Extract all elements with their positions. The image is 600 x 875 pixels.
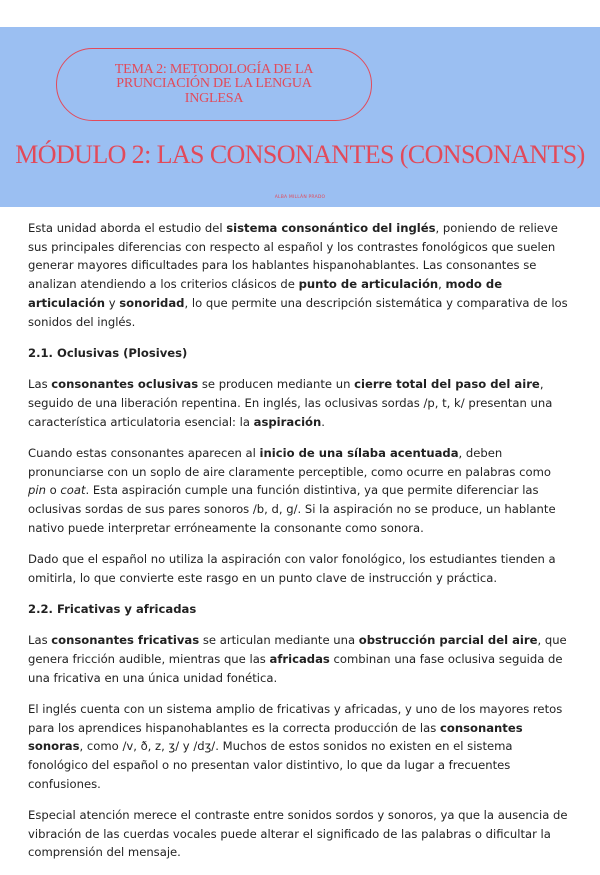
module-title: MÓDULO 2: LAS CONSONANTES (CONSONANTS): [15, 140, 585, 169]
header-banner: [0, 27, 600, 207]
document-body: [28, 219, 568, 875]
fricatives-paragraph-1: Las consonantes fricativas se articulan mediante una obstrucción parcial del aire, que genera fricción audible, mientras que las africadas combinan una fase oclusiva seguida de una fricativa en una única unidad fonética.: [28, 633, 567, 685]
topic-label: TEMA 2: METODOLOGÍA DE LA PRUNCIACIÓN DE LA LENGUA INGLESA: [114, 61, 314, 106]
section-heading-fricatives: 2.2. Fricativas y africadas: [28, 601, 197, 616]
plosives-paragraph-3: Dado que el español no utiliza la aspiración con valor fonológico, los estudiantes tienden a omitirla, lo que convierte este rasgo en un punto clave de instrucción y práctica.: [28, 551, 556, 585]
topic-label-box: [56, 48, 372, 121]
intro-paragraph: Esta unidad aborda el estudio del sistema consonántico del inglés, poniendo de relieve sus principales diferencias con respecto al español y los contrastes fonológicos que suelen generar mayores dificultades para los hablantes hispanohablantes. Las consonantes se analizan atendiendo a los criterios clásicos de punto de articulación, modo de articulación y sonoridad, lo que permite una descripción sistemática y comparativa de los sonidos del inglés.: [28, 221, 568, 329]
fricatives-paragraph-3: Especial atención merece el contraste entre sonidos sordos y sonoros, ya que la ausencia de vibración de las cuerdas vocales puede alterar el significado de las palabras o dificultar la comprensión del mensaje.: [28, 808, 568, 860]
author-name: ALBA MILLÁN PRADO: [274, 195, 326, 200]
plosives-paragraph-2: Cuando estas consonantes aparecen al inicio de una sílaba acentuada, deben pronunciarse con un soplo de aire claramente perceptible, como ocurre en palabras como pin o coat. Esta aspiración cumple una función distintiva, ya que permite diferenciar las oclusivas sordas de sus pares sonoros /b, d, g/. Si la aspiración no se produce, un hablante nativo puede interpretar erróneamente la consonante como sonora.: [28, 445, 556, 535]
plosives-paragraph-1: Las consonantes oclusivas se producen mediante un cierre total del paso del aire, seguido de una liberación repentina. En inglés, las oclusivas sordas /p, t, k/ presentan una característica articulatoria esencial: la aspiración.: [28, 377, 553, 429]
section-heading-plosives: 2.1. Oclusivas (Plosives): [28, 345, 188, 360]
fricatives-paragraph-2: El inglés cuenta con un sistema amplio de fricativas y africadas, y uno de los mayores retos para los aprendices hispanohablantes es la correcta producción de las consonantes sonoras, como /v, ð, z, ʒ/ y /dʒ/. Muchos de estos sonidos no existen en el sistema fonológico del español o no presentan valor distintivo, lo que da lugar a frecuentes confusiones.: [28, 701, 563, 791]
